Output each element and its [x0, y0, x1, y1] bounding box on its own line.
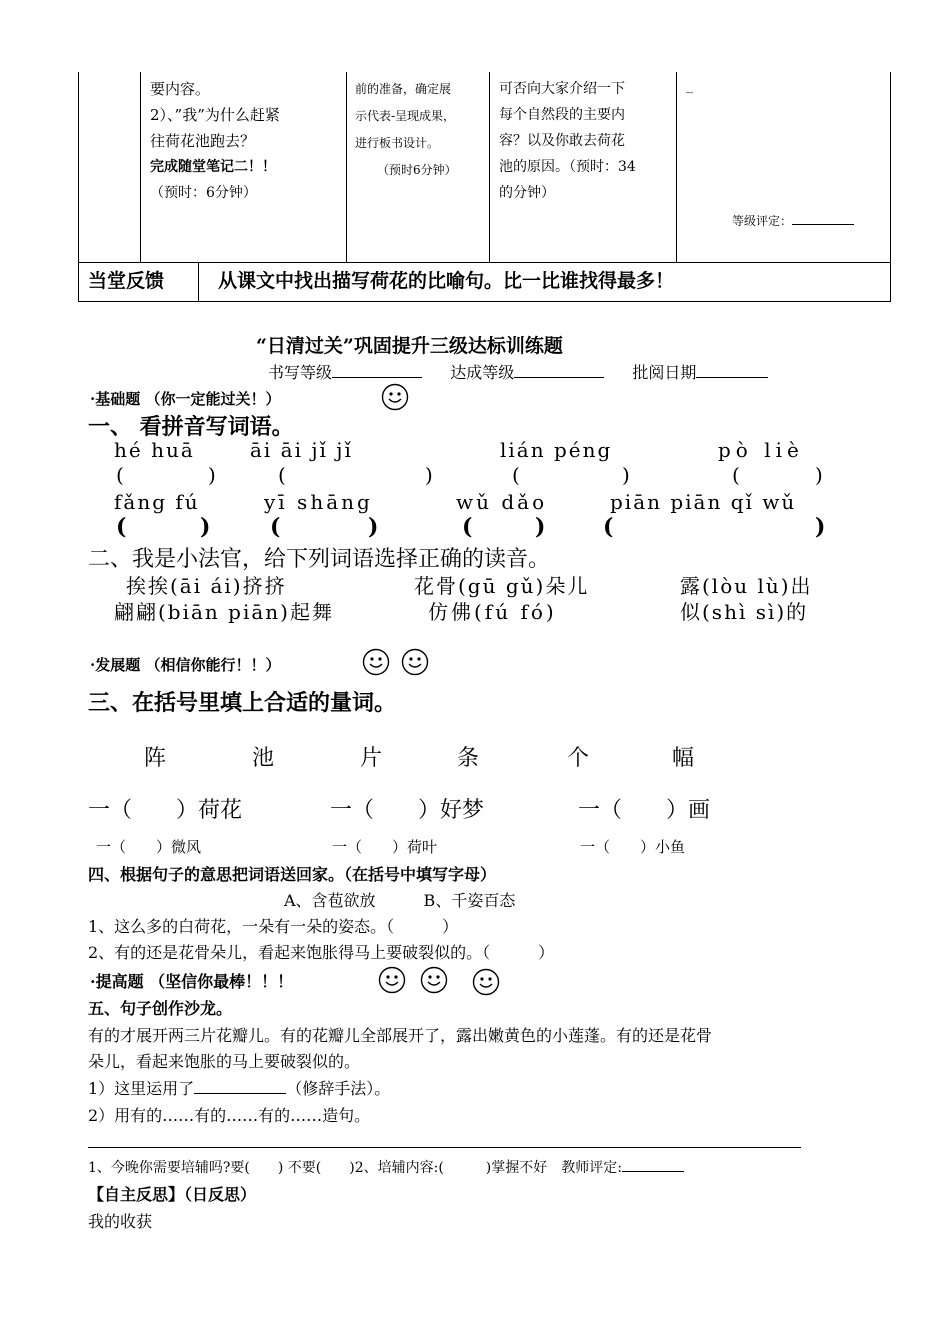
review-date-blank[interactable] — [696, 377, 768, 378]
smiley-icon — [362, 648, 390, 676]
cell-line: 示代表-呈现成果， — [355, 109, 456, 123]
reach-grade-label: 达成等级 — [450, 363, 515, 382]
fill-blank: 一（ ）画 — [578, 798, 711, 823]
answer-paren-open: ( — [512, 463, 520, 487]
answer-paren-close: ) — [368, 514, 379, 540]
fill-blank: 一（ ）荷花 — [88, 798, 243, 823]
write-grade-blank[interactable] — [332, 377, 422, 378]
meta-row — [268, 360, 768, 383]
cell-line: 池的原因。（预时：34 — [499, 159, 636, 175]
harvest-label: 我的收获 — [88, 1212, 153, 1231]
fill-blank: 一（ ）荷叶 — [332, 838, 438, 856]
cell-line: 前的准备，确定展 — [355, 82, 452, 96]
cell-line: 容？以及你敢去荷花 — [499, 133, 625, 149]
sub-question-1 — [88, 1076, 390, 1099]
sub-question-2: 2）用有的……有的……有的……造句。 — [88, 1106, 371, 1125]
teacher-eval-blank[interactable] — [622, 1171, 684, 1172]
measure-word: 片 — [360, 746, 383, 771]
table-dash: _ — [686, 78, 693, 94]
pinyin: pò liè — [718, 438, 804, 462]
q4-options: A、含苞欲放 B、千姿百态 — [284, 891, 516, 910]
tutoring-row — [88, 1157, 684, 1177]
table-row-border — [78, 301, 891, 302]
pinyin: piān piān qǐ wǔ — [610, 490, 797, 514]
reading-choice: 似(shì sì)的 — [680, 600, 809, 624]
fill-blank: 一（ ）小鱼 — [580, 838, 686, 856]
feedback-text: 从课文中找出描写荷花的比喻句。比一比谁找得最多！ — [218, 270, 675, 292]
develop-heading: ·发展题 （相信你能行！！） — [90, 656, 281, 674]
table-divider — [489, 72, 490, 262]
cell-line: 每个自然段的主要内 — [499, 107, 625, 123]
cell-line: 往荷花池跑去？ — [150, 132, 256, 150]
q5-title: 五、句子创作沙龙。 — [88, 999, 233, 1018]
reach-grade-blank[interactable] — [514, 377, 604, 378]
smiley-icon — [420, 966, 448, 994]
q2-title: 二、我是小法官，给下列词语选择正确的读音。 — [88, 547, 551, 572]
answer-paren-close: ) — [815, 463, 823, 487]
grade-blank[interactable] — [792, 224, 854, 225]
pinyin: wǔ dǎo — [456, 490, 548, 514]
reading-choice: 花骨(gū gǔ)朵儿 — [414, 574, 590, 598]
pinyin: āi āi jǐ jǐ — [250, 438, 353, 462]
answer-paren-open: ( — [116, 514, 127, 540]
pinyin: fǎng fú — [114, 490, 200, 514]
q1-title: 一、 看拼音写词语。 — [88, 414, 294, 440]
cell-line: 进行板书设计。 — [355, 136, 440, 150]
answer-paren-open: ( — [278, 463, 286, 487]
cell-line: 要内容。 — [150, 80, 211, 98]
reading-choice: 露(lòu lù)出 — [680, 574, 813, 598]
reading-choice: 挨挨(āi ái)挤挤 — [126, 574, 287, 598]
answer-paren-open: ( — [732, 463, 740, 487]
passage-line: 有的才展开两三片花瓣儿。有的花瓣儿全部展开了，露出嫩黄色的小莲蓬。有的还是花骨 — [88, 1026, 713, 1045]
smiley-icon — [401, 648, 429, 676]
table-border-left — [78, 72, 79, 302]
pinyin: lián péng — [500, 438, 613, 462]
answer-paren-close: ) — [200, 514, 211, 540]
fill-blank: 一（ ）微风 — [96, 838, 202, 856]
grade-label-text: 等级评定： — [732, 214, 793, 228]
q4-item: 2、有的还是花骨朵儿，看起来饱胀得马上要破裂似的。（ ） — [88, 943, 555, 962]
smiley-icon — [472, 968, 500, 996]
page-title: “日清过关”巩固提升三级达标训练题 — [256, 335, 563, 357]
table-divider — [140, 72, 141, 262]
cell-line: 的分钟） — [499, 185, 555, 201]
answer-paren-open: ( — [270, 514, 281, 540]
cell-line: 2）、”我”为什么赶紧 — [150, 106, 280, 124]
answer-paren-close: ) — [535, 514, 546, 540]
grade-label — [732, 212, 854, 229]
table-border-right — [890, 72, 891, 302]
write-grade-label: 书写等级 — [268, 363, 333, 382]
cell-line: （预时：6分钟） — [150, 185, 257, 201]
sub1-suffix: （修辞手法）。 — [286, 1079, 391, 1098]
reflection-heading: 【自主反思】（日反思） — [88, 1185, 257, 1204]
smiley-icon — [381, 383, 409, 411]
answer-paren-close: ) — [208, 463, 216, 487]
table-row-border — [78, 262, 891, 263]
q4-item: 1、这么多的白荷花，一朵有一朵的姿态。（ ） — [88, 917, 459, 936]
answer-paren-close: ) — [815, 514, 826, 540]
reading-choice: 仿佛(fú fó) — [428, 600, 557, 624]
table-cell-question — [499, 76, 636, 206]
divider — [88, 1147, 801, 1148]
cell-line: （预时6分钟） — [377, 163, 457, 177]
tutoring-text: 1、今晚你需要培辅吗?要( ) 不要( )2、培辅内容:( )掌握不好 教师评定: — [88, 1160, 622, 1176]
pinyin: yī shāng — [264, 490, 373, 514]
sub1-prefix: 1）这里运用了 — [88, 1079, 195, 1098]
smiley-icon — [378, 966, 406, 994]
table-cell-activity — [150, 76, 280, 206]
answer-paren-close: ) — [622, 463, 630, 487]
measure-word: 个 — [567, 746, 590, 771]
measure-word: 池 — [252, 746, 275, 771]
answer-paren-open: ( — [603, 514, 614, 540]
q4-title: 四、根据句子的意思把词语送回家。（在括号中填写字母） — [88, 865, 497, 884]
feedback-label: 当堂反馈 — [88, 270, 165, 292]
measure-word: 阵 — [144, 746, 167, 771]
table-divider — [198, 262, 199, 302]
answer-paren-open: ( — [462, 514, 473, 540]
improve-heading: ·提高题 （坚信你最棒！！！ — [90, 972, 294, 991]
table-cell-teacher — [355, 76, 457, 184]
table-divider — [676, 72, 677, 262]
cell-line: 可否向大家介绍一下 — [499, 81, 625, 97]
review-date-label: 批阅日期 — [632, 363, 697, 382]
fill-blank: 一（ ）好梦 — [330, 798, 485, 823]
reading-choice: 翩翩(biān piān)起舞 — [114, 600, 334, 624]
passage-line: 朵儿，看起来饱胀的马上要破裂似的。 — [88, 1052, 361, 1071]
table-divider — [346, 72, 347, 262]
answer-paren-open: ( — [116, 463, 124, 487]
q3-title: 三、在括号里填上合适的量词。 — [88, 690, 397, 716]
measure-word: 条 — [457, 746, 480, 771]
answer-paren-close: ) — [425, 463, 433, 487]
basic-heading: ·基础题 （你一定能过关！） — [90, 390, 281, 408]
pinyin: hé huā — [114, 438, 195, 462]
rhetoric-blank[interactable] — [194, 1093, 286, 1094]
cell-line: 完成随堂笔记二！！ — [150, 159, 276, 175]
measure-word: 幅 — [672, 746, 695, 771]
